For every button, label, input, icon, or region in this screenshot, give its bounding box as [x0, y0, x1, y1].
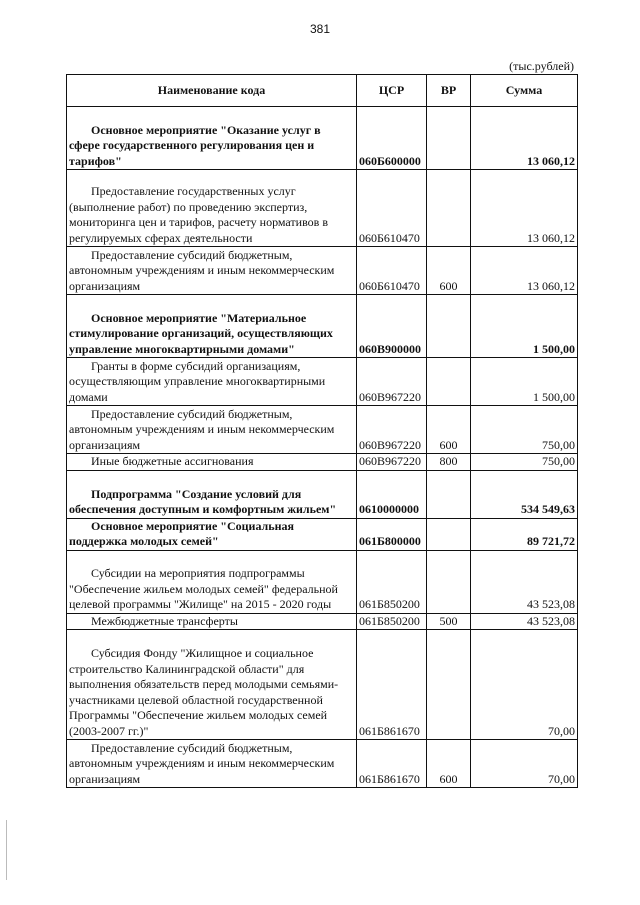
row-vr [427, 295, 471, 358]
row-name: Предоставление субсидий бюджетным, автономным учреждениям и иным некоммерческим организациям [67, 740, 357, 788]
row-sum: 13 060,12 [471, 107, 578, 170]
table-row [67, 247, 578, 295]
row-sum: 534 549,63 [471, 470, 578, 518]
row-sum: 70,00 [471, 630, 578, 740]
row-csr: 060Б610470 [357, 247, 427, 295]
row-vr: 800 [427, 454, 471, 471]
table-row [67, 518, 578, 550]
units-label: (тыс.рублей) [509, 59, 574, 73]
row-vr: 600 [427, 740, 471, 788]
table-row [67, 550, 578, 613]
row-vr: 600 [427, 247, 471, 295]
table-row [67, 470, 578, 518]
row-sum: 13 060,12 [471, 247, 578, 295]
row-name: Подпрограмма "Создание условий для обеспечения доступным и комфортным жильем" [67, 470, 357, 518]
table-row [67, 107, 578, 170]
header-csr: ЦСР [357, 75, 427, 107]
row-sum: 750,00 [471, 406, 578, 454]
header-vr: ВР [427, 75, 471, 107]
scan-margin-line [6, 820, 7, 880]
row-vr: 500 [427, 613, 471, 630]
row-csr: 061Б850200 [357, 550, 427, 613]
row-csr: 060В900000 [357, 295, 427, 358]
row-sum: 1 500,00 [471, 295, 578, 358]
table-row [67, 740, 578, 788]
row-sum: 43 523,08 [471, 550, 578, 613]
row-name: Субсидия Фонду "Жилищное и социальное строительство Калининградской области" для выполнения обязательств перед молодыми семьями-участниками целевой областной государственной Программы "Обеспечение жильем молодых семей (2003-2007 гг.)" [67, 630, 357, 740]
table-row [67, 295, 578, 358]
row-csr: 061Б800000 [357, 518, 427, 550]
row-name: Субсидии на мероприятия подпрограммы "Обеспечение жильем молодых семей" федеральной целевой программы "Жилище" на 2015 - 2020 годы [67, 550, 357, 613]
row-name: Иные бюджетные ассигнования [67, 454, 357, 471]
row-csr: 0610000000 [357, 470, 427, 518]
row-csr: 060В967220 [357, 406, 427, 454]
page-number: 381 [309, 22, 331, 36]
row-vr [427, 518, 471, 550]
row-vr [427, 107, 471, 170]
row-csr: 060В967220 [357, 454, 427, 471]
row-csr: 061Б850200 [357, 613, 427, 630]
row-csr: 060Б600000 [357, 107, 427, 170]
table-row [67, 613, 578, 630]
row-name: Предоставление субсидий бюджетным, автономным учреждениям и иным некоммерческим организациям [67, 247, 357, 295]
row-name: Предоставление государственных услуг (выполнение работ) по проведению экспертиз, мониторинга цен и тарифов, расчету нормативов в регулируемых сферах деятельности [67, 170, 357, 247]
table-header-row [67, 75, 578, 107]
row-name: Основное мероприятие "Материальное стимулирование организаций, осуществляющих управление многоквартирными домами" [67, 295, 357, 358]
table-row [67, 358, 578, 406]
row-name: Межбюджетные трансферты [67, 613, 357, 630]
row-sum: 89 721,72 [471, 518, 578, 550]
row-sum: 43 523,08 [471, 613, 578, 630]
row-vr [427, 358, 471, 406]
row-name: Основное мероприятие "Оказание услуг в сфере государственного регулирования цен и тарифов" [67, 107, 357, 170]
row-vr: 600 [427, 406, 471, 454]
row-csr: 060Б610470 [357, 170, 427, 247]
row-vr [427, 550, 471, 613]
row-name: Предоставление субсидий бюджетным, автономным учреждениям и иным некоммерческим организациям [67, 406, 357, 454]
row-csr: 061Б861670 [357, 740, 427, 788]
row-csr: 061Б861670 [357, 630, 427, 740]
row-sum: 750,00 [471, 454, 578, 471]
header-name: Наименование кода [67, 75, 357, 107]
row-vr [427, 470, 471, 518]
row-csr: 060В967220 [357, 358, 427, 406]
row-vr [427, 630, 471, 740]
row-sum: 13 060,12 [471, 170, 578, 247]
budget-table [66, 74, 578, 788]
row-name: Основное мероприятие "Социальная поддержка молодых семей" [67, 518, 357, 550]
header-sum: Сумма [471, 75, 578, 107]
row-vr [427, 170, 471, 247]
table-row [67, 630, 578, 740]
table-row [67, 170, 578, 247]
table-row [67, 454, 578, 471]
row-sum: 70,00 [471, 740, 578, 788]
row-sum: 1 500,00 [471, 358, 578, 406]
table-row [67, 406, 578, 454]
row-name: Гранты в форме субсидий организациям, осуществляющим управление многоквартирными домами [67, 358, 357, 406]
